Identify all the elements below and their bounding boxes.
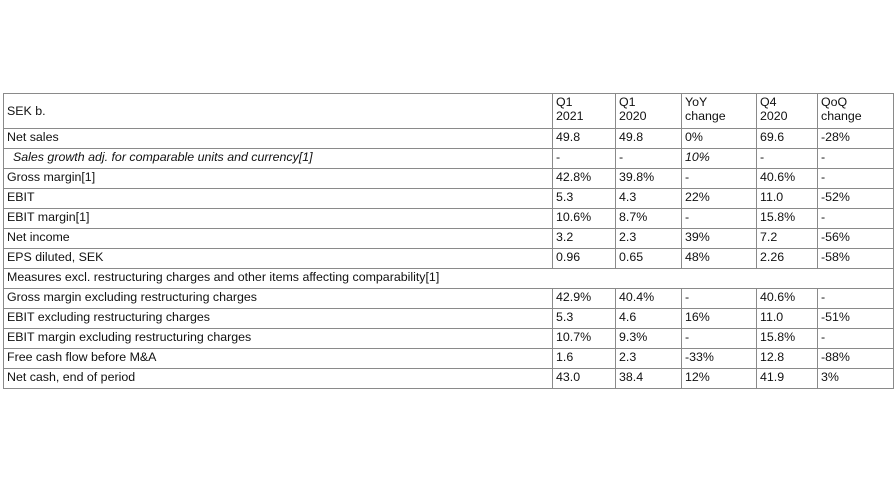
row-value: 2.3	[616, 349, 682, 369]
row-value: -52%	[818, 189, 894, 209]
row-value: 5.3	[553, 309, 616, 329]
row-value: -	[818, 209, 894, 229]
header-cell-yoy-change: YoY change	[682, 94, 757, 129]
row-value: 40.4%	[616, 289, 682, 309]
row-value: 12.8	[757, 349, 818, 369]
row-value: 39%	[682, 229, 757, 249]
header-cell-q1-2021: Q1 2021	[553, 94, 616, 129]
row-label: Gross margin excluding restructuring charges	[4, 289, 553, 309]
row-value: 11.0	[757, 189, 818, 209]
row-value: -	[757, 149, 818, 169]
row-value: -	[818, 169, 894, 189]
row-label: Net cash, end of period	[4, 369, 553, 389]
row-value: 42.8%	[553, 169, 616, 189]
row-label: EBIT	[4, 189, 553, 209]
row-value: 38.4	[616, 369, 682, 389]
row-value: 43.0	[553, 369, 616, 389]
row-label: Free cash flow before M&A	[4, 349, 553, 369]
table-row	[4, 209, 894, 229]
row-value: 10.6%	[553, 209, 616, 229]
row-value: 15.8%	[757, 329, 818, 349]
row-value: 69.6	[757, 129, 818, 149]
row-value: 16%	[682, 309, 757, 329]
row-value: -58%	[818, 249, 894, 269]
row-value: 40.6%	[757, 289, 818, 309]
row-value: -	[818, 149, 894, 169]
row-value: 3%	[818, 369, 894, 389]
row-label: Gross margin[1]	[4, 169, 553, 189]
row-value: -88%	[818, 349, 894, 369]
table-row	[4, 189, 894, 209]
header-cell-q1-2020: Q1 2020	[616, 94, 682, 129]
row-value: 2.26	[757, 249, 818, 269]
row-value: 0%	[682, 129, 757, 149]
table-row	[4, 369, 894, 389]
table-row	[4, 309, 894, 329]
row-value: 1.6	[553, 349, 616, 369]
section-header-label: Measures excl. restructuring charges and other items affecting comparability[1]	[4, 269, 894, 289]
header-label-cell: SEK b.	[4, 94, 553, 129]
row-value: 11.0	[757, 309, 818, 329]
row-value: 48%	[682, 249, 757, 269]
row-value: -	[818, 329, 894, 349]
row-value: 42.9%	[553, 289, 616, 309]
row-label: EBIT margin[1]	[4, 209, 553, 229]
row-label: Sales growth adj. for comparable units and currency[1]	[4, 149, 553, 169]
table-row	[4, 229, 894, 249]
row-value: -51%	[818, 309, 894, 329]
row-value: 0.65	[616, 249, 682, 269]
row-value: 49.8	[616, 129, 682, 149]
row-label: EBIT margin excluding restructuring charges	[4, 329, 553, 349]
row-value: -	[682, 289, 757, 309]
table-row	[4, 169, 894, 189]
row-value: -	[682, 329, 757, 349]
table-row	[4, 329, 894, 349]
row-value: -28%	[818, 129, 894, 149]
row-value: -	[616, 149, 682, 169]
header-cell-q4-2020: Q4 2020	[757, 94, 818, 129]
row-label: Net income	[4, 229, 553, 249]
table-header-row	[4, 94, 894, 129]
row-value: 10.7%	[553, 329, 616, 349]
table-row	[4, 349, 894, 369]
section-header-row	[4, 269, 894, 289]
table-row	[4, 129, 894, 149]
row-value: 40.6%	[757, 169, 818, 189]
row-value: -	[682, 169, 757, 189]
table-row	[4, 249, 894, 269]
row-value: -56%	[818, 229, 894, 249]
row-value: 10%	[682, 149, 757, 169]
row-value: 4.3	[616, 189, 682, 209]
row-value: -	[682, 209, 757, 229]
row-value: 8.7%	[616, 209, 682, 229]
table-row	[4, 149, 894, 169]
row-value: 39.8%	[616, 169, 682, 189]
row-value: 0.96	[553, 249, 616, 269]
row-label: EBIT excluding restructuring charges	[4, 309, 553, 329]
row-value: -	[818, 289, 894, 309]
row-value: 12%	[682, 369, 757, 389]
row-value: -	[553, 149, 616, 169]
row-value: 41.9	[757, 369, 818, 389]
row-value: -33%	[682, 349, 757, 369]
row-value: 15.8%	[757, 209, 818, 229]
row-value: 7.2	[757, 229, 818, 249]
table-row	[4, 289, 894, 309]
header-cell-qoq-change: QoQ change	[818, 94, 894, 129]
row-value: 49.8	[553, 129, 616, 149]
row-label: EPS diluted, SEK	[4, 249, 553, 269]
row-value: 2.3	[616, 229, 682, 249]
row-value: 22%	[682, 189, 757, 209]
row-value: 5.3	[553, 189, 616, 209]
row-value: 3.2	[553, 229, 616, 249]
row-label: Net sales	[4, 129, 553, 149]
financial-summary-table	[3, 93, 894, 389]
row-value: 9.3%	[616, 329, 682, 349]
row-value: 4.6	[616, 309, 682, 329]
